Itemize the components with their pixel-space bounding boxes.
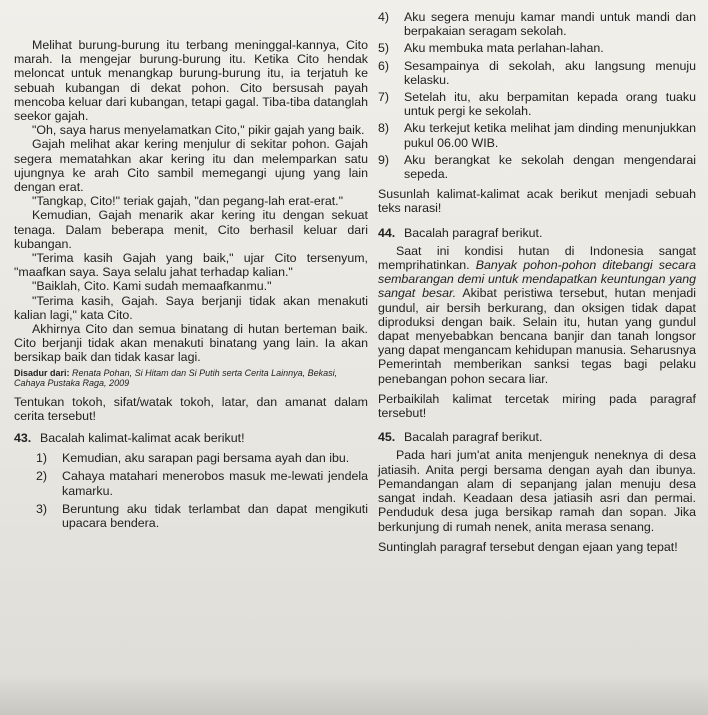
list-item [378, 10, 696, 38]
story-paragraph: "Tangkap, Cito!" teriak gajah, "dan pegang-lah erat-erat." [32, 194, 344, 209]
question-number: 44. [378, 225, 396, 240]
question-44 [378, 226, 696, 240]
list-item [36, 502, 368, 530]
item-number: 8) [378, 121, 390, 136]
story-paragraph: "Oh, saya harus menyelamatkan Cito," pikir gajah yang baik. [32, 123, 365, 138]
item-text: Kemudian, aku sarapan pagi bersama ayah dan ibu. [62, 451, 350, 466]
paragraph-text: Saat ini kondisi hutan di Indonesia sangat memprihatinkan. [378, 243, 696, 273]
source-text: Renata Pohan, Si Hitam dan Si Putih serta Cerita Lainnya, Bekasi, Cahaya Pustaka Raga, 2009 [14, 367, 338, 389]
source-label: Disadur dari: [14, 367, 70, 378]
item-number: 3) [36, 501, 48, 516]
question-text: Bacalah paragraf berikut. [404, 430, 543, 445]
story-paragraph: Melihat burung-burung itu terbang meninggal-kannya, Cito marah. Ia mengejar burung-burung itu. Ketika Cito hendak meloncat untuk menangkap burung-burung itu, ia terjatuh ke sebuah kubangan di dekat pohon. Cito bersusah payah mencoba keluar dari kubangan, tetapi gagal. Tiba-tiba datanglah seekor gajah. [14, 38, 368, 124]
q45-paragraph: Pada hari jum'at anita menjenguk neneknya di desa jatiasih. Anita pergi bersama dengan ayah dan ibunya. Pemandangan alam di sepanjang jalan menuju desa sangat indah. Keadaan desa jatiasih asri dan permai. Penduduk desa juga bersikap ramah dan sopan. Jika berkunjung di rumah nenek, anita merasa senang. [378, 448, 696, 534]
source-citation [14, 368, 368, 389]
question-number: 45. [378, 430, 396, 445]
right-column [378, 0, 696, 554]
question-instruction: Perbaikilah kalimat tercetak miring pada paragraf tersebut! [378, 391, 696, 421]
italic-sentence: Banyak pohon-pohon ditebangi secara sembarangan demi untuk mendapatkan keuntungan yang sangat besar. [378, 258, 696, 301]
story-paragraph: Kemudian, Gajah menarik akar kering itu dengan sekuat tenaga. Dalam beberapa menit, Cito berhasil keluar dari kubangan. [14, 208, 368, 251]
item-number: 4) [378, 10, 390, 24]
list-item [378, 90, 696, 118]
question-instruction: Susunlah kalimat-kalimat acak berikut menjadi sebuah teks narasi! [378, 187, 696, 216]
question-text: Bacalah paragraf berikut. [404, 225, 543, 240]
list-item [378, 41, 696, 55]
item-number: 2) [36, 469, 48, 484]
list-item [36, 451, 368, 465]
item-number: 7) [378, 90, 390, 105]
list-item [378, 59, 696, 87]
q44-paragraph [378, 244, 696, 386]
paragraph-text: Akibat peristiwa tersebut, hutan menjadi gundul, air bersih berkurang, dan oksigen tidak dapat diproduksi dengan baik. Selain itu, hutan yang gundul dapat menyebabkan bencana banjir dan tanah longsor yang dapat mengancam kehidupan manusia. Seharusnya Pemerintah memberikan sanksi tegas bagi pelaku penebangan pohon secara liar. [378, 286, 696, 386]
page-shadow [0, 675, 708, 715]
item-number: 1) [36, 451, 48, 466]
item-text: Setelah itu, aku berpamitan kepada orang tuaku untuk pergi ke sekolah. [404, 90, 696, 119]
question-text: Bacalah kalimat-kalimat acak berikut! [40, 431, 245, 446]
story-paragraph: "Terima kasih, Gajah. Saya berjanji tidak akan menakuti kalian lagi," kata Cito. [14, 293, 368, 322]
item-text: Aku terkejut ketika melihat jam dinding menunjukkan pukul 06.00 WIB. [404, 121, 696, 150]
question-43 [14, 431, 368, 445]
q43-list-right [378, 10, 696, 181]
q43-list-left [14, 451, 368, 530]
list-item [378, 153, 696, 181]
list-item [36, 469, 368, 497]
story-paragraph: Gajah melihat akar kering menjulur di sekitar pohon. Gajah segera mematahkan akar kering itu dan melemparkan satu ujungnya ke arah Cito sambil memegangi ujung yang lain dengan erat. [14, 137, 368, 195]
item-text: Aku berangkat ke sekolah dengan mengendarai sepeda. [404, 152, 696, 182]
story-paragraph: "Baiklah, Cito. Kami sudah memaafkanmu." [32, 279, 272, 294]
left-column [14, 0, 368, 530]
item-number: 5) [378, 41, 390, 56]
item-number: 9) [378, 152, 390, 167]
item-text: Aku segera menuju kamar mandi untuk mandi dan berpakaian seragam sekolah. [404, 10, 696, 39]
question-45 [378, 430, 696, 444]
question-number: 43. [14, 431, 32, 446]
story-paragraph: "Terima kasih Gajah yang baik," ujar Cito tersenyum, "maafkan saya. Saya selalu jahat terhadap kalian." [14, 251, 368, 280]
item-text: Cahaya matahari menerobos masuk me-lewati jendela kamarku. [62, 469, 368, 498]
item-text: Beruntung aku tidak terlambat dan dapat mengikuti upacara bendera. [62, 501, 368, 531]
item-text: Aku membuka mata perlahan-lahan. [404, 41, 604, 56]
item-text: Sesampainya di sekolah, aku langsung menuju kelasku. [404, 58, 696, 87]
item-number: 6) [378, 58, 390, 73]
question-instruction: Suntinglah paragraf tersebut dengan ejaan yang tepat! [378, 539, 678, 554]
list-item [378, 121, 696, 149]
story-paragraph: Akhirnya Cito dan semua binatang di hutan berteman baik. Cito berjanji tidak akan menakuti binatang yang lain. Ia akan bersikap baik dan tidak kasar lagi. [14, 322, 368, 365]
question-instruction: Tentukan tokoh, sifat/watak tokoh, latar, dan amanat dalam cerita tersebut! [14, 394, 368, 423]
